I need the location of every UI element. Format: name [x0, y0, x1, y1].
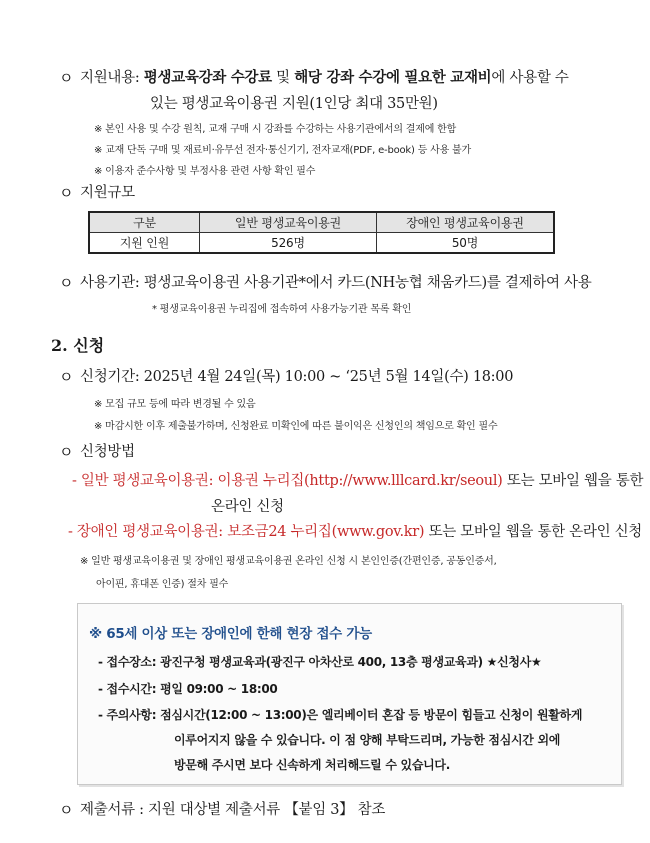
- support-label: 지원내용:: [80, 70, 140, 86]
- support-content-line2: 있는 평생교육이용권 지원(1인당 최대 35만원): [150, 96, 438, 112]
- method-disabled-line: [68, 520, 642, 541]
- support-note-1: ※ 본인 사용 및 수강 원칙, 교재 구매 시 강좌를 수강하는 사용기관에서의 결제에 한함: [94, 124, 457, 135]
- period-text: 신청기간: 2025년 4월 24일(목) 10:00 ~ ‘25년 5월 14일(수) 18:00: [80, 369, 514, 385]
- support-note-2: ※ 교재 단독 구매 및 재료비·유무선 전자·통신기기, 전자교재(PDF, e-book) 등 사용 불가: [94, 145, 471, 156]
- method-note-line1: ※ 일반 평생교육이용권 및 장애인 평생교육이용권 온라인 신청 시 본인인증(간편인증, 공동인증서,: [80, 556, 497, 567]
- bullet-icon: ㅇ: [59, 69, 74, 87]
- bullet-icon: ㅇ: [59, 184, 74, 202]
- documents-text: 제출서류 : 지원 대상별 제출서류 【붙임 3】 참조: [80, 802, 386, 818]
- period-note-1: ※ 모집 규모 등에 따라 변경될 수 있음: [94, 399, 256, 410]
- method-general-line2: 온라인 신청: [211, 499, 284, 515]
- table-row: [89, 233, 554, 254]
- institution-note: * 평생교육이용권 누리집에 접속하여 사용가능기관 목록 확인: [152, 304, 412, 315]
- table-cell-general-count: 526명: [200, 233, 377, 254]
- table-cell-category: 지원 인원: [89, 233, 200, 254]
- onsite-time: - 접수시간: 평일 09:00 ~ 18:00: [98, 682, 278, 696]
- support-bold-tuition: 평생교육강좌 수강료: [143, 69, 272, 86]
- bullet-icon: ㅇ: [59, 801, 74, 819]
- table-header-row: [89, 212, 554, 233]
- support-note-3: ※ 이용자 준수사항 및 부정사용 관련 사항 확인 필수: [94, 166, 316, 177]
- method-label: 신청방법: [80, 444, 135, 460]
- onsite-caution-1: - 주의사항: 점심시간(12:00 ~ 13:00)은 엘리베이터 혼잡 등 방문이 힘들고 신청이 원활하게: [98, 708, 583, 722]
- support-content-line1: [80, 66, 569, 87]
- section-title-apply: 2. 신청: [51, 336, 105, 355]
- table-header-disabled: 장애인 평생교육이용권: [377, 212, 555, 233]
- method-general-line1: [72, 469, 643, 490]
- support-mid: 및: [276, 70, 290, 86]
- onsite-caution-3: 방문해 주시면 보다 신속하게 처리해드릴 수 있습니다.: [174, 758, 450, 772]
- bullet-icon: ㅇ: [59, 274, 74, 292]
- onsite-title: ※ 65세 이상 또는 장애인에 한해 현장 접수 가능: [89, 626, 372, 642]
- dash: -: [68, 524, 73, 540]
- table-header-general: 일반 평생교육이용권: [200, 212, 377, 233]
- period-note-2: ※ 마감시한 이후 제출불가하며, 신청완료 미확인에 따른 불이익은 신청인의 책임으로 확인 필수: [94, 421, 498, 432]
- table-cell-disabled-count: 50명: [377, 233, 555, 254]
- method-general-link[interactable]: 일반 평생교육이용권: 이용권 누리집(http://www.lllcard.kr/seoul): [80, 473, 503, 489]
- support-tail: 에 사용할 수: [491, 70, 569, 86]
- method-disabled-tail: 또는 모바일 웹을 통한 온라인 신청: [428, 524, 643, 540]
- onsite-caution-2: 이루어지지 않을 수 있습니다. 이 점 양해 부탁드리며, 가능한 점심시간 외에: [174, 733, 561, 747]
- onsite-notice-box: [77, 603, 622, 785]
- dash: -: [72, 473, 77, 489]
- method-disabled-link[interactable]: 장애인 평생교육이용권: 보조금24 누리집(www.gov.kr): [76, 524, 425, 540]
- support-bold-textbook: 해당 강좌 수강에 필요한 교재비: [294, 69, 492, 86]
- onsite-place: - 접수장소: 광진구청 평생교육과(광진구 아차산로 400, 13층 평생교육과) ★신청사★: [98, 655, 542, 669]
- method-general-tail: 또는 모바일 웹을 통한: [506, 473, 644, 489]
- bullet-icon: ㅇ: [59, 443, 74, 461]
- support-scale-table: [88, 211, 555, 254]
- institution-text: 사용기관: 평생교육이용권 사용기관*에서 카드(NH농협 채움카드)를 결제하여 사용: [80, 275, 592, 291]
- bullet-icon: ㅇ: [59, 368, 74, 386]
- method-note-line2: 아이핀, 휴대폰 인증) 절차 필수: [96, 579, 229, 590]
- table-header-category: 구분: [89, 212, 200, 233]
- scale-label: 지원규모: [80, 185, 135, 201]
